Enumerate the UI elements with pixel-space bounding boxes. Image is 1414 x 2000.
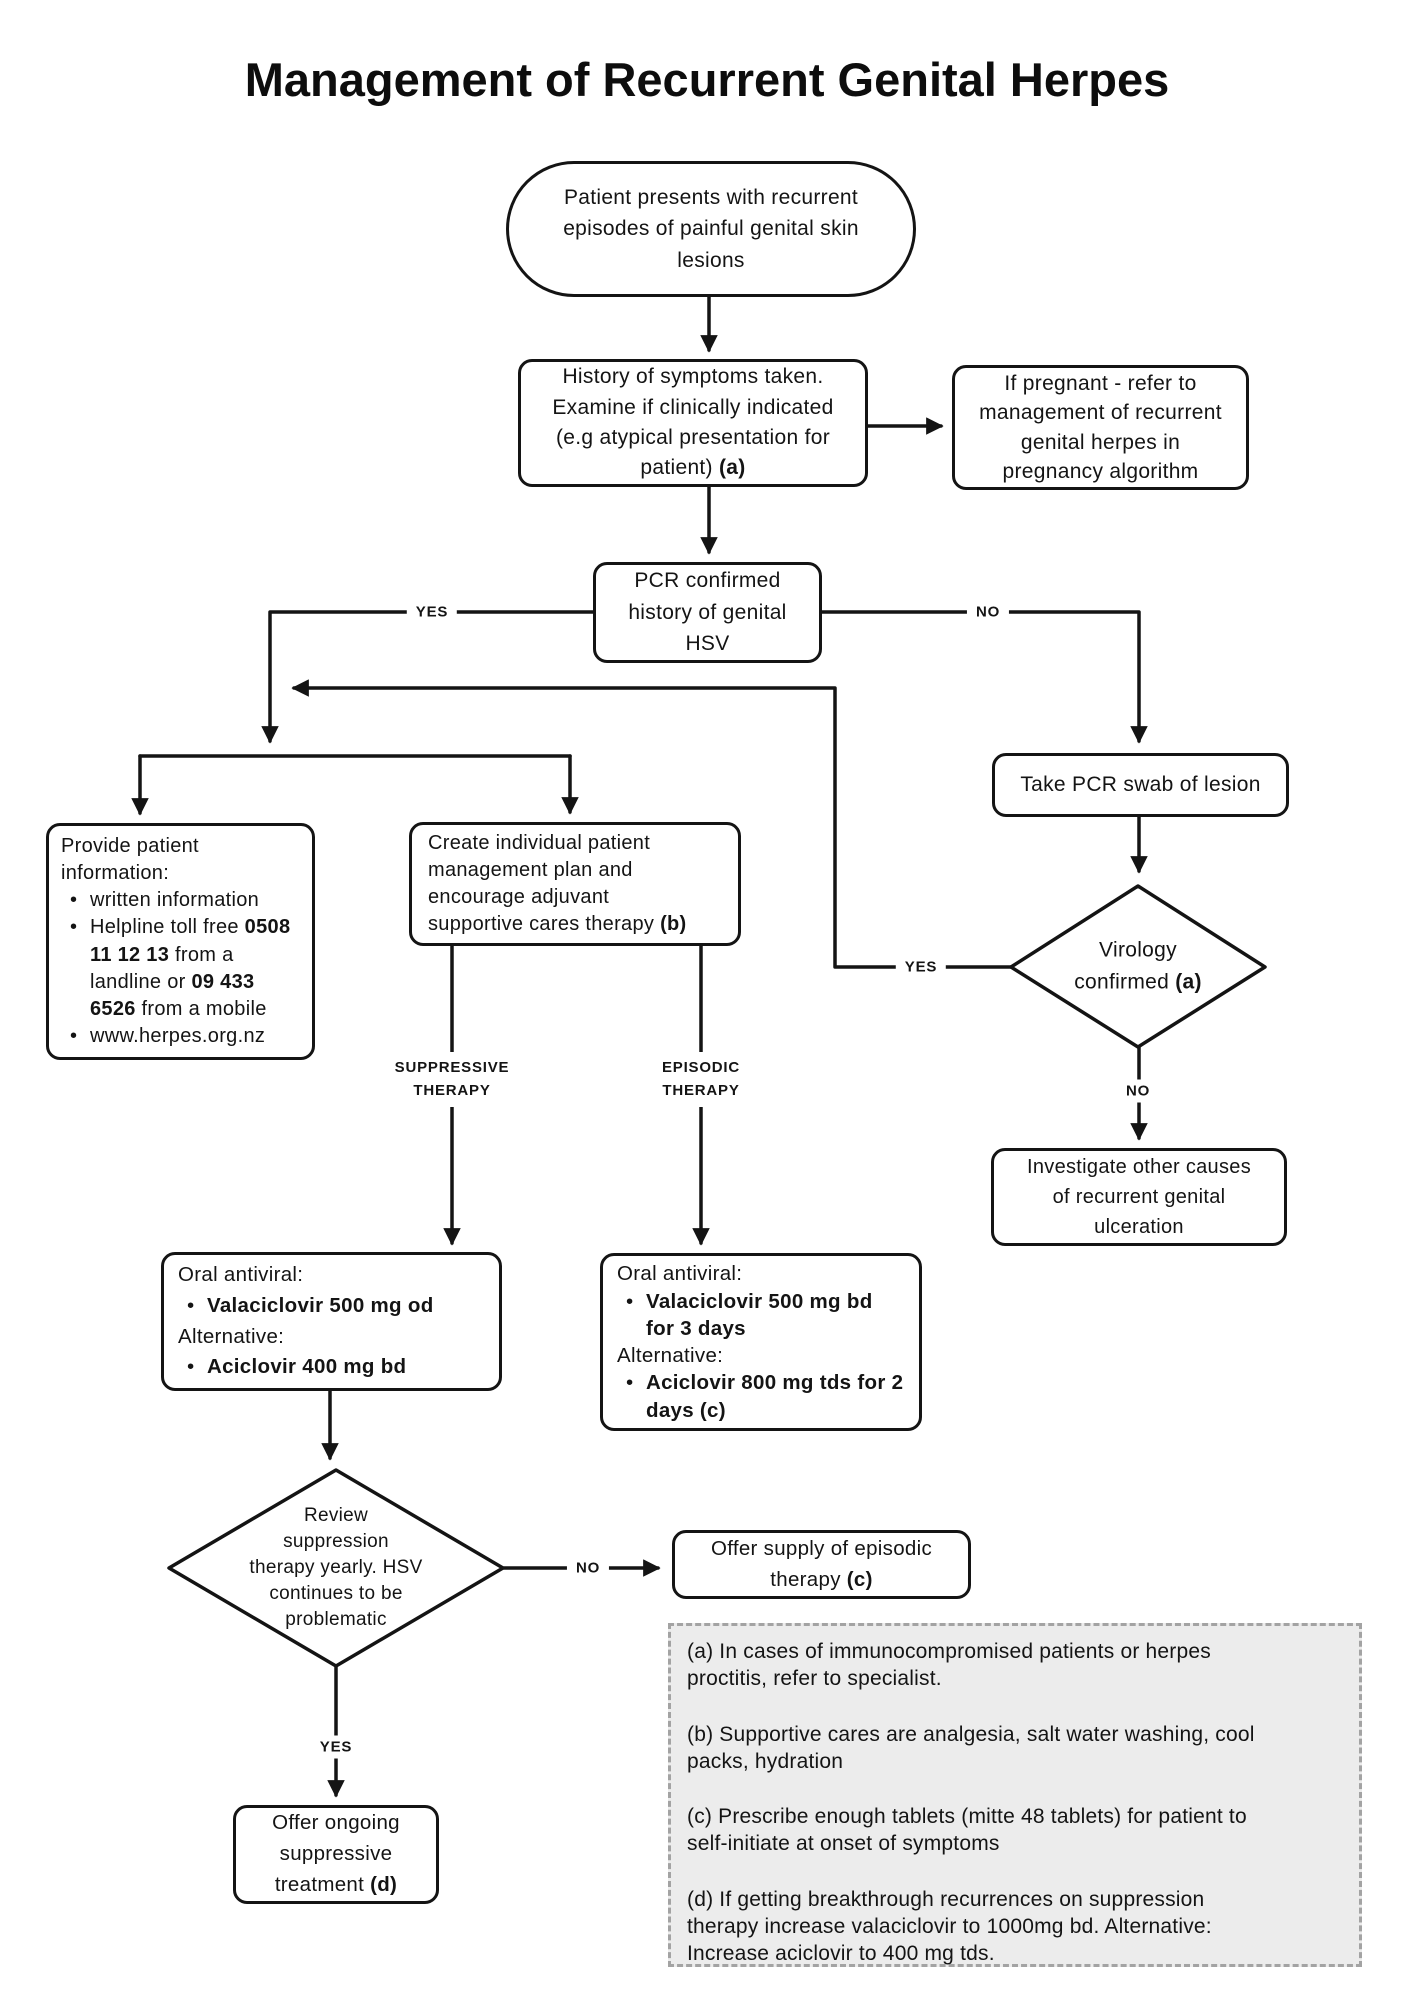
offer-episodic-therapy-box: Offer supply of episodic therapy (c) (672, 1530, 971, 1599)
footnote-c: (c) Prescribe enough tablets (mitte 48 tablets) for patient to self-initiate at onset of symptoms (687, 1805, 1247, 1856)
review-suppression-label: Review suppression therapy yearly. HSV continues to be problematic (249, 1504, 423, 1631)
footnote-ref-b: (b) (660, 913, 687, 935)
virology-yes-label: YES (896, 956, 946, 979)
footnote-b: (b) Supportive cares are analgesia, salt water washing, cool packs, hydration (687, 1722, 1255, 1773)
footnote-ref-a: (a) (1175, 970, 1202, 993)
suppressive-antiviral-box: Oral antiviral: • Valaciclovir 500 mg od Alternative: • Aciclovir 400 mg bd (161, 1252, 502, 1391)
edge-pcr-yes (270, 612, 593, 741)
investigate-other-causes-box: Investigate other causes of recurrent genital ulceration (991, 1148, 1287, 1246)
episodic-drug-item: • Valaciclovir 500 mg bd for 3 days (617, 1288, 905, 1343)
written-info-item: • written information (61, 887, 300, 914)
suppressive-alt-drug-item: • Aciclovir 400 mg bd (178, 1352, 406, 1383)
episodic-therapy-label: EPISODIC THERAPY (654, 1052, 748, 1107)
suppressive-drug-item: • Valaciclovir 500 mg od (178, 1291, 434, 1322)
management-plan-box: Create individual patient management plan and encourage adjuvant supportive cares therapy (b) (409, 822, 741, 946)
pcr-confirmed-box: PCR confirmed history of genital HSV (593, 562, 822, 663)
pregnancy-referral-box: If pregnant - refer to management of recurrent genital herpes in pregnancy algorithm (952, 365, 1249, 490)
footnote-ref-c: (c) (846, 1567, 873, 1591)
start-terminator: Patient presents with recurrent episodes of painful genital skin lesions (506, 161, 916, 297)
helpline-item: • Helpline toll free 0508 11 12 13 from a landline or 09 433 6526 from a mobile (61, 914, 300, 1023)
virology-confirmed-label: Virology confirmed (a) (1074, 938, 1202, 993)
edge-pcr-no (822, 612, 1139, 741)
suppressive-therapy-label: SUPPRESSIVE THERAPY (387, 1052, 518, 1107)
offer-suppressive-treatment-box: Offer ongoing suppressive treatment (d) (233, 1805, 439, 1904)
website-item: • www.herpes.org.nz (61, 1023, 300, 1050)
provide-info-intro: Provide patient information: (61, 834, 199, 884)
episodic-alt-drug-item: • Aciclovir 800 mg tds for 2 days (c) (617, 1369, 905, 1424)
pcr-no-label: NO (967, 601, 1009, 624)
pcr-yes-label: YES (407, 601, 457, 624)
episodic-antiviral-box: Oral antiviral: • Valaciclovir 500 mg bd for 3 days Alternative: • Aciclovir 800 mg tds for 2 days (c) (600, 1253, 922, 1431)
history-symptoms-box: History of symptoms taken. Examine if clinically indicated (e.g atypical presentation for patient) (a) (518, 359, 868, 487)
review-yes-label: YES (311, 1736, 361, 1759)
footnote-ref-a: (a) (719, 456, 746, 480)
footnotes-panel (668, 1623, 1362, 1967)
review-no-label: NO (567, 1557, 609, 1580)
footnote-a: (a) In cases of immunocompromised patients or herpes proctitis, refer to specialist. (687, 1640, 1211, 1691)
page-title: Management of Recurrent Genital Herpes (244, 53, 1170, 106)
take-pcr-swab-box: Take PCR swab of lesion (992, 753, 1289, 817)
footnote-ref-d: (d) (370, 1872, 398, 1896)
virology-no-label: NO (1117, 1080, 1159, 1103)
footnote-d: (d) If getting breakthrough recurrences on suppression therapy increase valaciclovir to 1000mg bd. Alternative: Increase aciclovir to 400 mg tds. (687, 1887, 1212, 1966)
patient-information-box (46, 823, 315, 1060)
